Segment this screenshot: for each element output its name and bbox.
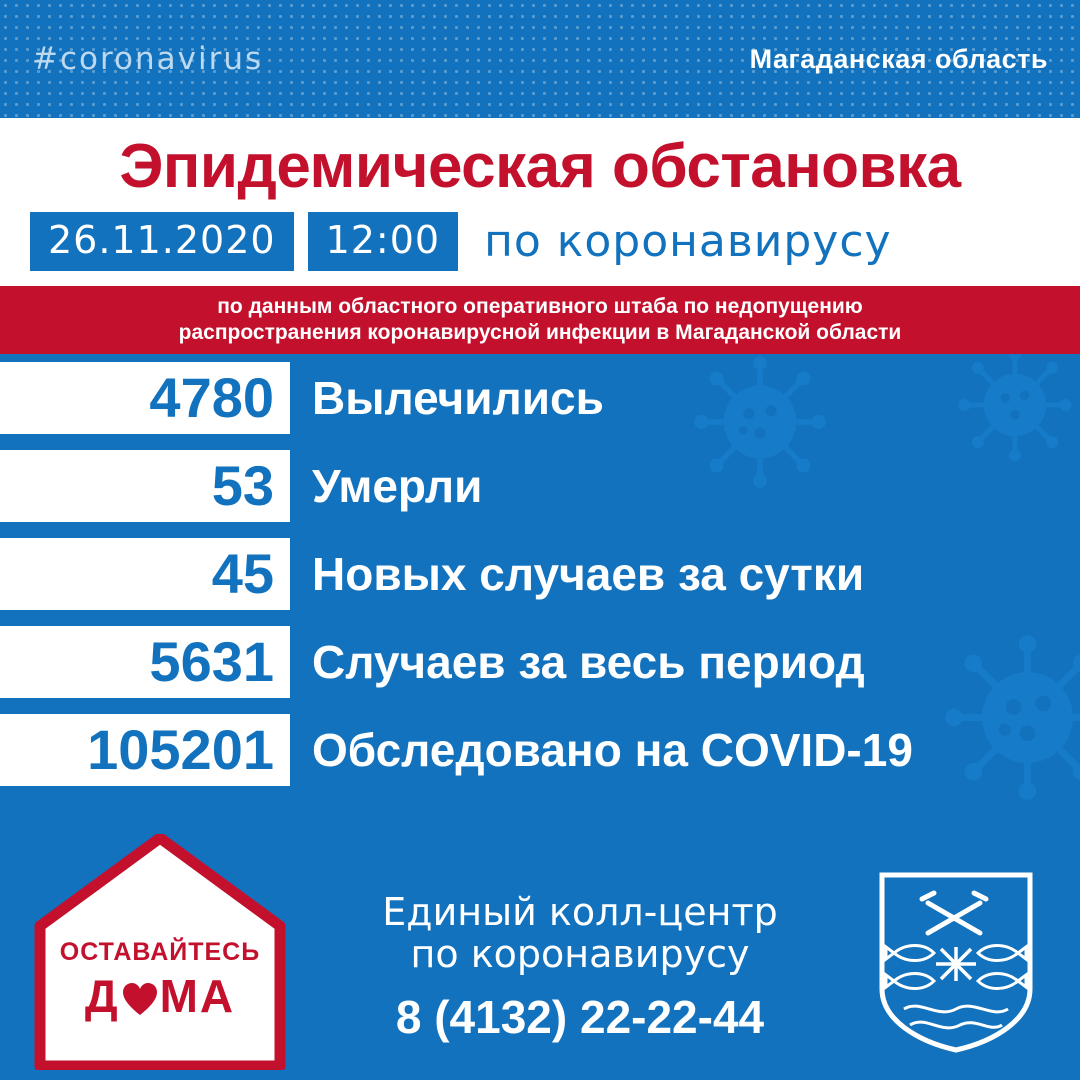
call-center-line-1: Единый колл-центр [382, 889, 778, 934]
page-title: Эпидемическая обстановка [119, 132, 961, 201]
date-chip: 26.11.2020 [30, 212, 294, 271]
stat-value-plate [0, 450, 290, 522]
time-chip: 12:00 [308, 212, 459, 271]
stat-value: 105201 [87, 718, 274, 781]
stat-label: Новых случаев за сутки [312, 548, 865, 600]
source-line-1: по данным областного оперативного штаба по недопущению [217, 294, 863, 318]
stay-home-badge [34, 834, 286, 1070]
stat-value: 45 [211, 542, 274, 605]
coat-of-arms-icon [876, 869, 1036, 1054]
stay-home-line-2 [34, 969, 286, 1023]
stat-value: 4780 [149, 366, 274, 429]
stat-label: Умерли [312, 460, 483, 512]
hashtag-label: #coronavirus [32, 41, 264, 77]
stat-value-plate [0, 714, 290, 786]
stats-list [0, 354, 1080, 794]
stay-home-text [34, 938, 286, 1023]
stat-label: Обследовано на COVID-19 [312, 724, 913, 776]
call-center-line-2: по коронавирусу [410, 932, 750, 977]
call-center-phone[interactable]: 8 (4132) 22-22-44 [395, 991, 765, 1043]
stat-value-plate [0, 538, 290, 610]
stay-home-line2-left: Д [84, 970, 120, 1022]
stat-value: 53 [211, 454, 274, 517]
stat-value-plate [0, 362, 290, 434]
stay-home-line-1: ОСТАВАЙТЕСЬ [59, 938, 261, 966]
stat-row [0, 530, 1080, 618]
stat-value-plate [0, 626, 290, 698]
stat-row [0, 706, 1080, 794]
title-block [0, 118, 1080, 286]
heart-icon [122, 982, 158, 1016]
stat-label: Случаев за весь период [312, 636, 865, 688]
source-band [0, 286, 1080, 354]
header-band [0, 0, 1080, 118]
footer [0, 820, 1080, 1080]
page-subtitle: по коронавирусу [484, 216, 892, 267]
stat-row [0, 618, 1080, 706]
stat-value: 5631 [149, 630, 274, 693]
stat-label: Вылечились [312, 372, 604, 424]
region-label: Магаданская область [749, 43, 1048, 74]
stat-row [0, 354, 1080, 442]
stat-row [0, 442, 1080, 530]
stay-home-line2-right: МА [159, 970, 236, 1022]
title-meta-row [0, 212, 1080, 271]
source-line-2: распространения коронавирусной инфекции в Магаданской области [178, 321, 902, 344]
call-center-block [330, 891, 830, 1044]
